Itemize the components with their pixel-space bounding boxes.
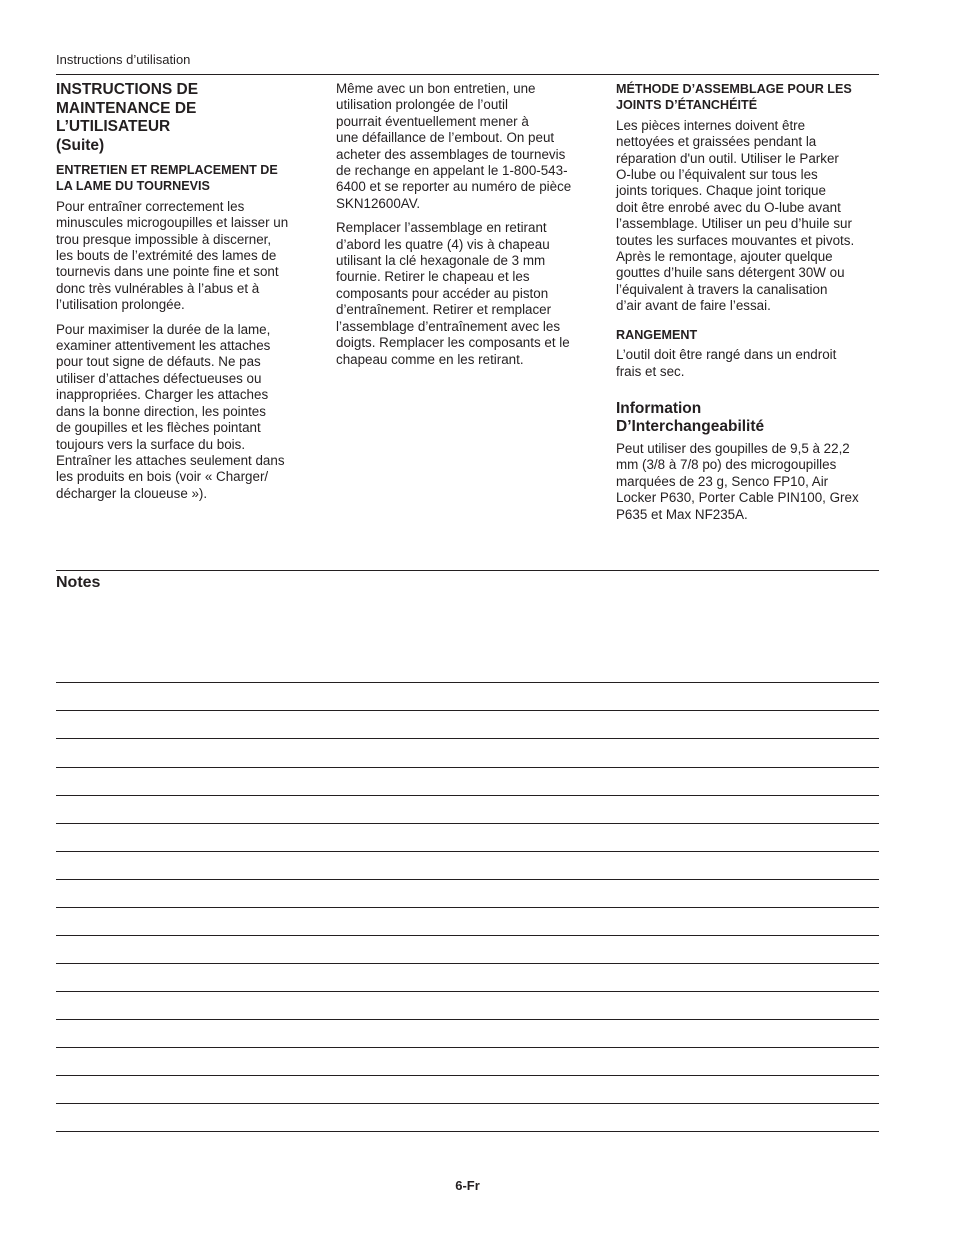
paragraph-replacement-parts: Même avec un bon entretien, une utilisation prolongée de l’outil pourrait éventuellement mener à une défaillance de l’embout. On peut acheter des assemblages de tournevis de rechange en appelant le 1-800-543- 6400 et se reporter au numéro de pièce SKN12600AV.	[336, 81, 572, 211]
note-line	[56, 795, 879, 796]
note-line	[56, 823, 879, 824]
subsection-title-storage: RANGEMENT	[616, 327, 698, 342]
note-line	[56, 710, 879, 711]
column-maintenance	[56, 81, 308, 510]
paragraph-seals: Les pièces internes doivent être nettoyées et graissées pendant la réparation d'un outil. Utiliser le Parker O-lube ou l’équivalent sur tous les joints toriques. Chaque joint torique doit être enrobé avec du O-lube avant l’assemblage. Utiliser un peu d’huile sur toutes les surfaces mouvantes et pivots. Après le remontage, ajouter quelque gouttes d’huile sans détergent 30W ou l’équivalent à travers la canalisation d’air avant de faire l’essai.	[616, 117, 855, 314]
note-line	[56, 991, 879, 992]
notes-rule	[56, 570, 879, 571]
note-line	[56, 1019, 879, 1020]
note-line	[56, 879, 879, 880]
paragraph-interchangeability: Peut utiliser des goupilles de 9,5 à 22,2 mm (3/8 à 7/8 po) des microgoupilles marquées de 23 g, Senco FP10, Air Locker P630, Porter Cable PIN100, Grex P635 et Max NF235A.	[616, 440, 859, 522]
running-header: Instructions d’utilisation	[56, 52, 191, 67]
page-number: 6-Fr	[455, 1178, 480, 1193]
note-line	[56, 1075, 879, 1076]
note-line	[56, 963, 879, 964]
section-title: INSTRUCTIONS DE MAINTENANCE DE L’UTILISATEUR (Suite)	[56, 81, 199, 154]
note-line	[56, 1131, 879, 1132]
paragraph-blade-intro: Pour entraîner correctement les minuscules microgoupilles et laisser un trou presque impossible à discerner, les bouts de l’extrémité des lames de tournevis dans une pointe fine et sont donc très vulnérables à l’abus et à l’utilisation prolongée.	[56, 198, 289, 313]
note-line	[56, 767, 879, 768]
note-line	[56, 682, 879, 683]
subsection-title-interchangeability: Information D’Interchangeabilité	[616, 399, 765, 436]
note-line	[56, 907, 879, 908]
column-assembly	[616, 81, 868, 531]
paragraph-storage: L’outil doit être rangé dans un endroit frais et sec.	[616, 347, 837, 379]
note-line	[56, 935, 879, 936]
note-line	[56, 1047, 879, 1048]
subsection-title-blade: ENTRETIEN ET REMPLACEMENT DE LA LAME DU TOURNEVIS	[56, 163, 278, 194]
header-rule	[56, 74, 879, 75]
subsection-title-seals: MÉTHODE D’ASSEMBLAGE POUR LES JOINTS D’ÉTANCHÉITÉ	[616, 82, 852, 113]
paragraph-blade-maximize: Pour maximiser la durée de la lame, examiner attentivement les attaches pour tout signe de défauts. Ne pas utiliser d’attaches défectueuses ou inappropriées. Charger les attaches dans la bonne direction, les pointes de goupilles et les flèches pointant toujours vers la surface du bois. Entraîner les attaches seulement dans les produits en bois (voir « Charger/ décharger la cloueuse »).	[56, 321, 285, 501]
note-line	[56, 1103, 879, 1104]
notes-title: Notes	[56, 574, 101, 591]
paragraph-replacement-steps: Remplacer l’assemblage en retirant d’abord les quatre (4) vis à chapeau utilisant la clé hexagonale de 3 mm fournie. Retirer le chapeau et les composants pour accéder au piston d’entraînement. Retirer et remplacer l’assemblage d’entraînement avec les doigts. Remplacer les composants et le chapeau comme en les retirant.	[336, 220, 570, 367]
note-line	[56, 851, 879, 852]
column-replacement	[336, 81, 588, 376]
note-line	[56, 738, 879, 739]
